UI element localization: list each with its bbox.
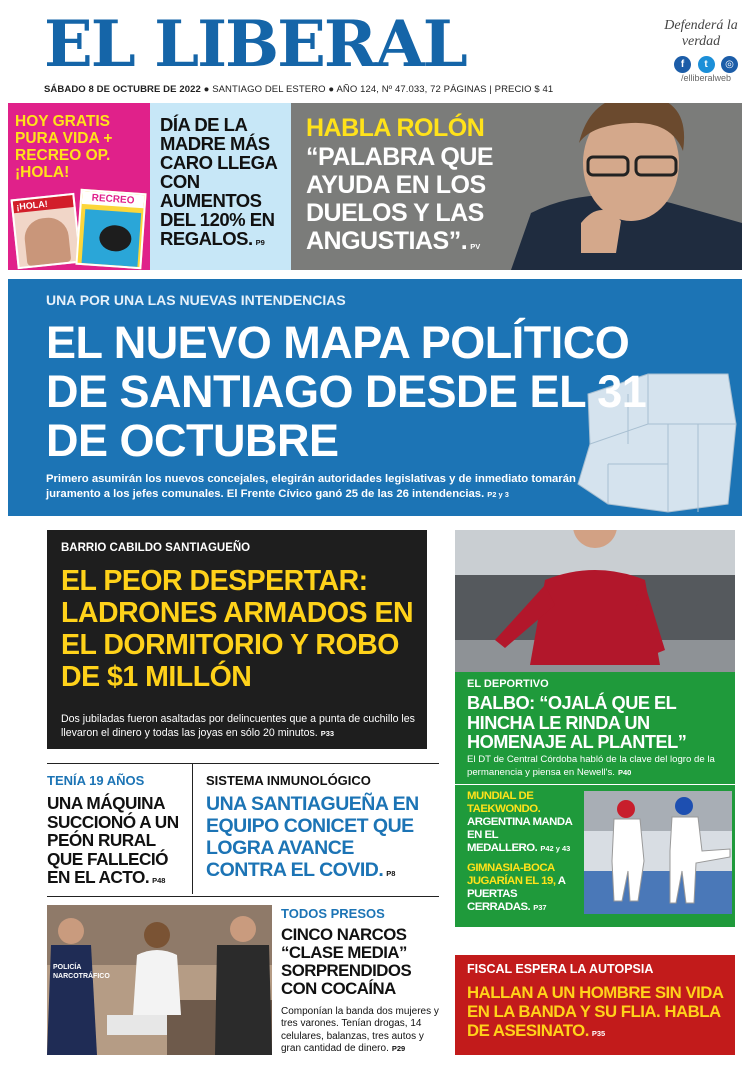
cover-photo-shape [23,216,72,266]
masthead-title[interactable]: EL LIBERAL [44,7,466,82]
immune-headline-text: UNA SANTIAGUEÑA EN EQUIPO CONICET QUE LOGRA AVANCE CONTRA EL COVID. [206,793,419,881]
narcos-headline[interactable]: CINCO NARCOS “CLASE MEDIA” SORPRENDIDOS CON COCAÍNA [281,925,412,998]
narcos-deck [281,1006,441,1055]
autopsy-headline-text: HALLAN A UN HOMBRE SIN VIDA EN LA BANDA Y SU FLIA. HABLA DE ASESINATO. [467,983,723,1040]
autopsy-kicker: FISCAL ESPERA LA AUTOPSIA [467,962,654,976]
promo-magazines-text: HOY GRATIS PURA VIDA + RECREO OP. ¡HOLA! [15,113,113,181]
coach-photo [455,530,735,672]
masthead-date: SÁBADO 8 DE OCTUBRE DE 2022 [44,84,201,95]
narcos-photo [47,905,272,1055]
masthead-place: SANTIAGO DEL ESTERO [212,84,326,95]
taekwondo-rest: ARGENTINA MANDA EN EL MEDALLERO. [467,816,572,854]
page-ref: P40 [617,767,632,777]
page-ref: P42 y 43 [540,844,571,853]
hola-magazine-cover [11,193,82,269]
main-deck-text: Primero asumirán los nuevos concejales, elegirán autoridades legislativas y de inmediato tomarán juramento a los jefes comunales. El Frente Cívico ganó 25 de las 26 intendencias. [46,473,576,500]
machine-headline[interactable] [47,794,189,891]
page-ref: P2 y 3 [487,490,509,499]
page-ref: P48 [152,876,166,885]
sport-deck [467,754,729,779]
promo-mothers-day-text [160,115,288,252]
promo-mothers-day-rest: LLEGA CON AUMENTOS DEL 120% EN REGALOS. [160,152,277,249]
autopsy-headline[interactable] [467,983,729,1043]
twitter-icon[interactable]: t [698,56,715,73]
taekwondo-brief[interactable] [467,790,582,855]
immune-kicker: SISTEMA INMUNOLÓGICO [206,773,371,788]
rolon-quote-text: “PALABRA QUE AYUDA EN LOS DUELOS Y LAS ANGUSTIAS”. [306,143,494,255]
page-ref: PV [470,242,481,251]
page-ref: P8 [386,869,396,878]
sport-photo [455,530,735,672]
hola-cover-title: ¡HOLA! [13,195,74,213]
immune-headline[interactable] [206,793,438,885]
page-ref: P35 [591,1029,606,1038]
page-ref: P29 [391,1043,406,1053]
robbery-kicker: BARRIO CABILDO SANTIAGUEÑO [61,542,251,554]
masthead-issue: AÑO 124, Nº 47.033, 72 PÁGINAS [336,84,487,95]
gimnasia-boca-lead: GIMNASIA-BOCA JUGARÍAN EL 19, [467,862,556,887]
taekwondo-lead: MUNDIAL DE TAEKWONDO. [467,790,541,815]
facebook-icon[interactable]: f [674,56,691,73]
sport-headline[interactable]: BALBO: “OJALÁ QUE EL HINCHA LE RINDA UN HOMENAJE AL PLANTEL” [467,693,687,752]
rolon-quote [306,143,546,261]
main-headline[interactable]: EL NUEVO MAPA POLÍTICO DE SANTIAGO DESDE EL 31 DE OCTUBRE [46,317,647,466]
rolon-kicker: HABLA ROLÓN [306,114,485,142]
recreo-magazine-cover [75,189,146,269]
narcos-kicker: TODOS PRESOS [281,906,385,921]
masthead-dateline: SÁBADO 8 DE OCTUBRE DE 2022 ● SANTIAGO DEL ESTERO ● AÑO 124, Nº 47.033, 72 PÁGINAS | PRECIO $ 41 [44,84,554,95]
masthead-price: PRECIO $ 41 [494,84,554,95]
main-deck [46,472,591,502]
divider [192,764,193,894]
slogan: Defenderá la verdad [664,18,738,49]
robbery-headline[interactable]: EL PEOR DESPERTAR: LADRONES ARMADOS EN EL DORMITORIO Y ROBO DE $1 MILLÓN [61,565,414,693]
robbery-deck [61,712,421,741]
machine-kicker: TENÍA 19 AÑOS [47,773,145,788]
machine-headline-text: UNA MÁQUINA SUCCIONÓ A UN PEÓN RURAL QUE FALLECIÓ EN EL ACTO. [47,793,179,887]
divider [47,896,439,897]
vest-text: POLICÍA NARCOTRÁFICO [53,964,110,980]
recreo-cover-title: RECREO [82,191,145,208]
taekwondo-photo [584,791,732,914]
social-links [671,54,741,73]
page-ref: P9 [255,238,265,247]
page-ref: P33 [320,729,335,738]
page-ref: P37 [533,903,547,912]
sport-deck-text: El DT de Central Córdoba habló de la clave del logro de la permanencia y piensa en Newell's. [467,754,715,778]
instagram-icon[interactable]: ◎ [721,56,738,73]
sport-kicker: EL DEPORTIVO [467,678,549,690]
robbery-deck-text: Dos jubiladas fueron asaltadas por delincuentes que a punta de cuchillo les llevaron el dinero y todas las joyas en sólo 20 minutos. [61,713,415,739]
divider [47,763,439,764]
promo-mothers-day-headline: DÍA DE LA MADRE MÁS CARO [160,114,270,173]
main-kicker: UNA POR UNA LAS NUEVAS INTENDENCIAS [46,292,346,308]
gimnasia-boca-brief[interactable] [467,862,582,914]
taekwondo-fighters [584,791,732,914]
narcos-deck-text: Componían la banda dos mujeres y tres varones. Tenían drogas, 14 celulares, balanzas, tres autos y gran cantidad de dinero. [281,1006,439,1054]
gimnasia-boca-rest: A PUERTAS CERRADAS. [467,875,566,913]
social-handle[interactable]: /elliberalweb [680,73,732,83]
